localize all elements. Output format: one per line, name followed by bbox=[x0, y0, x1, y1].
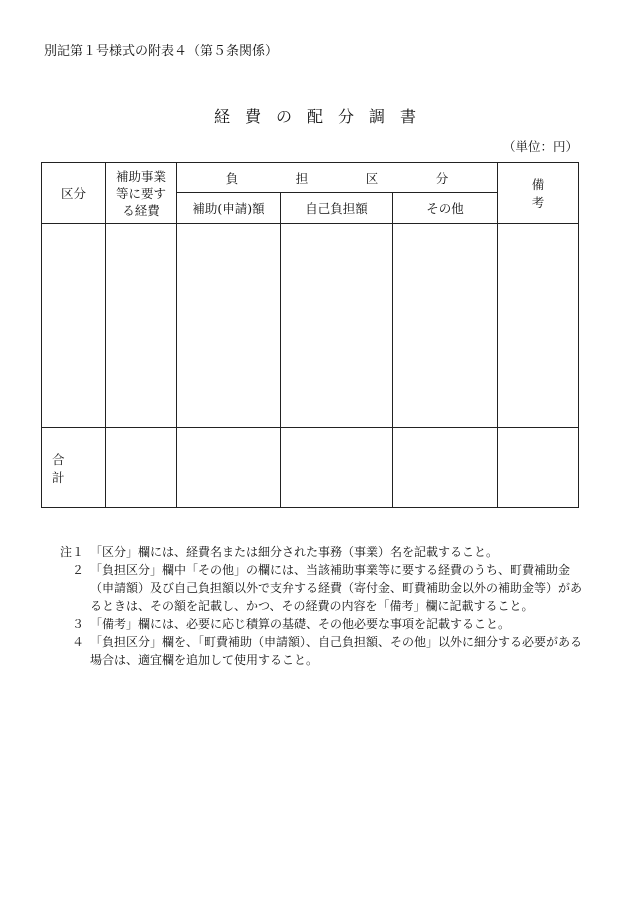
cell-other[interactable] bbox=[393, 224, 498, 428]
note-number: ３ bbox=[71, 617, 84, 631]
note-item bbox=[44, 543, 589, 561]
total-label: 合計 bbox=[42, 428, 106, 508]
cell-required-cost[interactable] bbox=[106, 224, 177, 428]
form-reference: 別記第１号様式の附表４（第５条関係） bbox=[44, 44, 279, 59]
total-other[interactable] bbox=[393, 428, 498, 508]
note-text: 「負担区分」欄を、「町費補助（申請額）、自己負担額、その他」以外に細分する必要がある場合は、適宜欄を追加して使用すること。 bbox=[90, 635, 583, 667]
note-number: ４ bbox=[71, 635, 84, 649]
cell-category[interactable] bbox=[42, 224, 106, 428]
table-total-row bbox=[42, 428, 579, 508]
page-title: 経費の配分調書 bbox=[213, 107, 431, 126]
note-number: 注１ bbox=[59, 545, 84, 559]
total-subsidy-amount[interactable] bbox=[177, 428, 281, 508]
total-self-burden[interactable] bbox=[281, 428, 393, 508]
note-text: 「負担区分」欄中「その他」の欄には、当該補助事業等に要する経費のうち、町費補助金（申請額）及び自己負担額以外で支弁する経費（寄付金、町費補助金以外の補助金等）があるときは、その額を記載し、かつ、その経費の内容を「備考」欄に記載すること。 bbox=[90, 563, 583, 613]
header-category: 区分 bbox=[42, 163, 106, 224]
header-burden-category bbox=[177, 163, 498, 193]
header-burden-char: 担 bbox=[295, 170, 309, 186]
header-required-cost: 補助事業 等に要す る経費 bbox=[106, 163, 177, 224]
note-item bbox=[44, 615, 589, 633]
total-required-cost[interactable] bbox=[106, 428, 177, 508]
header-remarks: 備考 bbox=[498, 163, 579, 224]
header-other: その他 bbox=[393, 193, 498, 224]
table-header-row bbox=[42, 163, 579, 193]
total-remarks[interactable] bbox=[498, 428, 579, 508]
note-item bbox=[44, 561, 589, 615]
header-burden-char: 負 bbox=[225, 170, 239, 186]
table-body-row bbox=[42, 224, 579, 428]
cell-self-burden[interactable] bbox=[281, 224, 393, 428]
header-burden-char: 分 bbox=[435, 170, 449, 186]
notes-section bbox=[44, 543, 589, 669]
budget-allocation-table bbox=[41, 162, 579, 508]
note-number: ２ bbox=[71, 563, 84, 577]
note-text: 「備考」欄には、必要に応じ積算の基礎、その他必要な事項を記載すること。 bbox=[90, 617, 511, 631]
cell-remarks[interactable] bbox=[498, 224, 579, 428]
note-item bbox=[44, 633, 589, 669]
cell-subsidy-amount[interactable] bbox=[177, 224, 281, 428]
header-burden-char: 区 bbox=[365, 170, 379, 186]
header-self-burden: 自己負担額 bbox=[281, 193, 393, 224]
note-text: 「区分」欄には、経費名または細分された事務（事業）名を記載すること。 bbox=[90, 545, 499, 559]
unit-label: （単位：円） bbox=[502, 139, 578, 154]
header-subsidy-amount: 補助(申請)額 bbox=[177, 193, 281, 224]
